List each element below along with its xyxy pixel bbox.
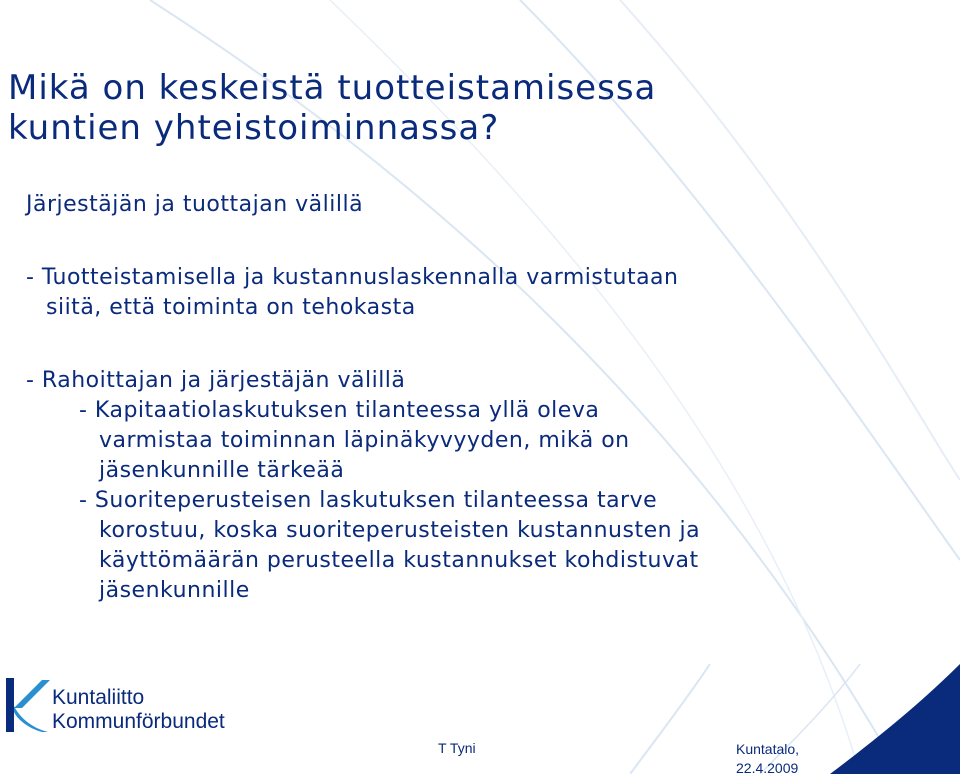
logo-wordmark — [52, 686, 225, 734]
section1-point-line-1: - Tuotteistamisella ja kustannuslaskennalla varmistutaan — [26, 265, 679, 290]
section2-subpoint-2 — [26, 486, 826, 606]
footer-place-date — [736, 740, 799, 778]
footer-author: T Tyni — [438, 740, 476, 756]
sub1-line-3: jäsenkunnille tärkeää — [99, 458, 345, 483]
slide-title — [8, 68, 656, 148]
title-line-2: kuntien yhteistoiminnassa? — [8, 108, 500, 148]
sub2-line-3: käyttömäärän perusteella kustannukset kohdistuvat — [99, 548, 699, 573]
title-line-1: Mikä on keskeistä tuotteistamisessa — [8, 68, 657, 108]
footer-place: Kuntatalo, — [736, 741, 800, 757]
section1-point — [26, 263, 826, 323]
section2-subpoint-1 — [26, 396, 826, 486]
logo-line-1: Kuntaliitto — [52, 686, 145, 709]
logo-line-2: Kommunförbundet — [52, 710, 225, 733]
sub2-line-4: jäsenkunnille — [99, 578, 250, 603]
slide-body — [26, 190, 826, 606]
sub2-line-1: - Suoriteperusteisen laskutuksen tilanteessa tarve — [79, 488, 658, 513]
sub1-line-1: - Kapitaatiolaskutuksen tilanteessa yllä oleva — [79, 398, 600, 423]
sub2-line-2: korostuu, koska suoriteperusteisten kustannusten ja — [99, 518, 701, 543]
footer-date: 22.4.2009 — [736, 760, 799, 776]
sub1-line-2: varmistaa toiminnan läpinäkyvyyden, mikä on — [99, 428, 630, 453]
section1-heading: Järjestäjän ja tuottajan välillä — [26, 192, 364, 217]
section1-point-line-2: siitä, että toiminta on tehokasta — [46, 295, 416, 320]
section2-heading: - Rahoittajan ja järjestäjän välillä — [26, 368, 406, 393]
